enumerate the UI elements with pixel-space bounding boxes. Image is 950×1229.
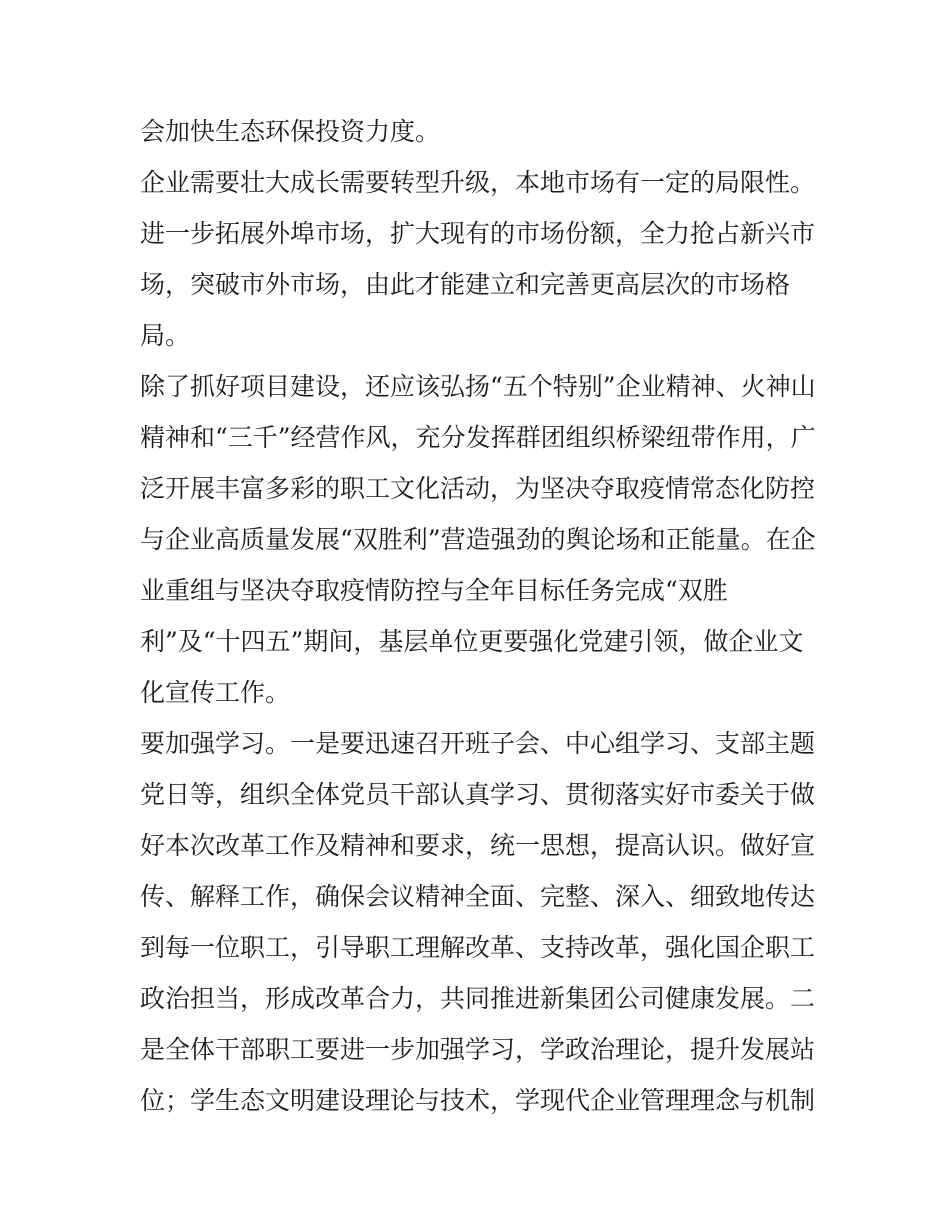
text-line: 泛开展丰富多彩的职工文化活动，为坚决夺取疫情常态化防控 [140, 474, 816, 503]
text-line: 会加快生态环保投资力度。 [140, 117, 441, 146]
text-line: 除了抓好项目建设，还应该弘扬“五个特别”企业精神、火神山 [140, 372, 816, 401]
text-line: 化宣传工作。 [140, 678, 291, 707]
body-text [140, 106, 820, 1126]
text-line: 位；学生态文明建设理论与技术，学现代企业管理理念与机制 [140, 1086, 816, 1115]
text-line: 到每一位职工，引导职工理解改革、支持改革，强化国企职工 [140, 933, 816, 962]
text-line: 利”及“十四五”期间，基层单位更要强化党建引领，做企业文 [140, 627, 804, 656]
text-line: 要加强学习。一是要迅速召开班子会、中心组学习、支部主题 [140, 729, 816, 758]
text-line: 企业需要壮大成长需要转型升级，本地市场有一定的局限性。 [140, 168, 816, 197]
text-line: 与企业高质量发展“双胜利”营造强劲的舆论场和正能量。在企 [140, 525, 816, 554]
text-line: 场，突破市外市场，由此才能建立和完善更高层次的市场格 [140, 270, 791, 299]
text-line: 传、解释工作，确保会议精神全面、完整、深入、细致地传达 [140, 882, 816, 911]
text-line: 局。 [140, 321, 191, 350]
text-line: 精神和“三千”经营作风，充分发挥群团组织桥梁纽带作用，广 [140, 423, 816, 452]
text-line: 好本次改革工作及精神和要求，统一思想，提高认识。做好宣 [140, 831, 816, 860]
text-line: 业重组与坚决夺取疫情防控与全年目标任务完成“双胜 [140, 576, 728, 605]
text-line: 政治担当，形成改革合力，共同推进新集团公司健康发展。二 [140, 984, 816, 1013]
text-line: 进一步拓展外埠市场，扩大现有的市场份额，全力抢占新兴市 [140, 219, 816, 248]
text-line: 党日等，组织全体党员干部认真学习、贯彻落实好市委关于做 [140, 780, 816, 809]
text-line: 是全体干部职工要进一步加强学习，学政治理论，提升发展站 [140, 1035, 816, 1064]
